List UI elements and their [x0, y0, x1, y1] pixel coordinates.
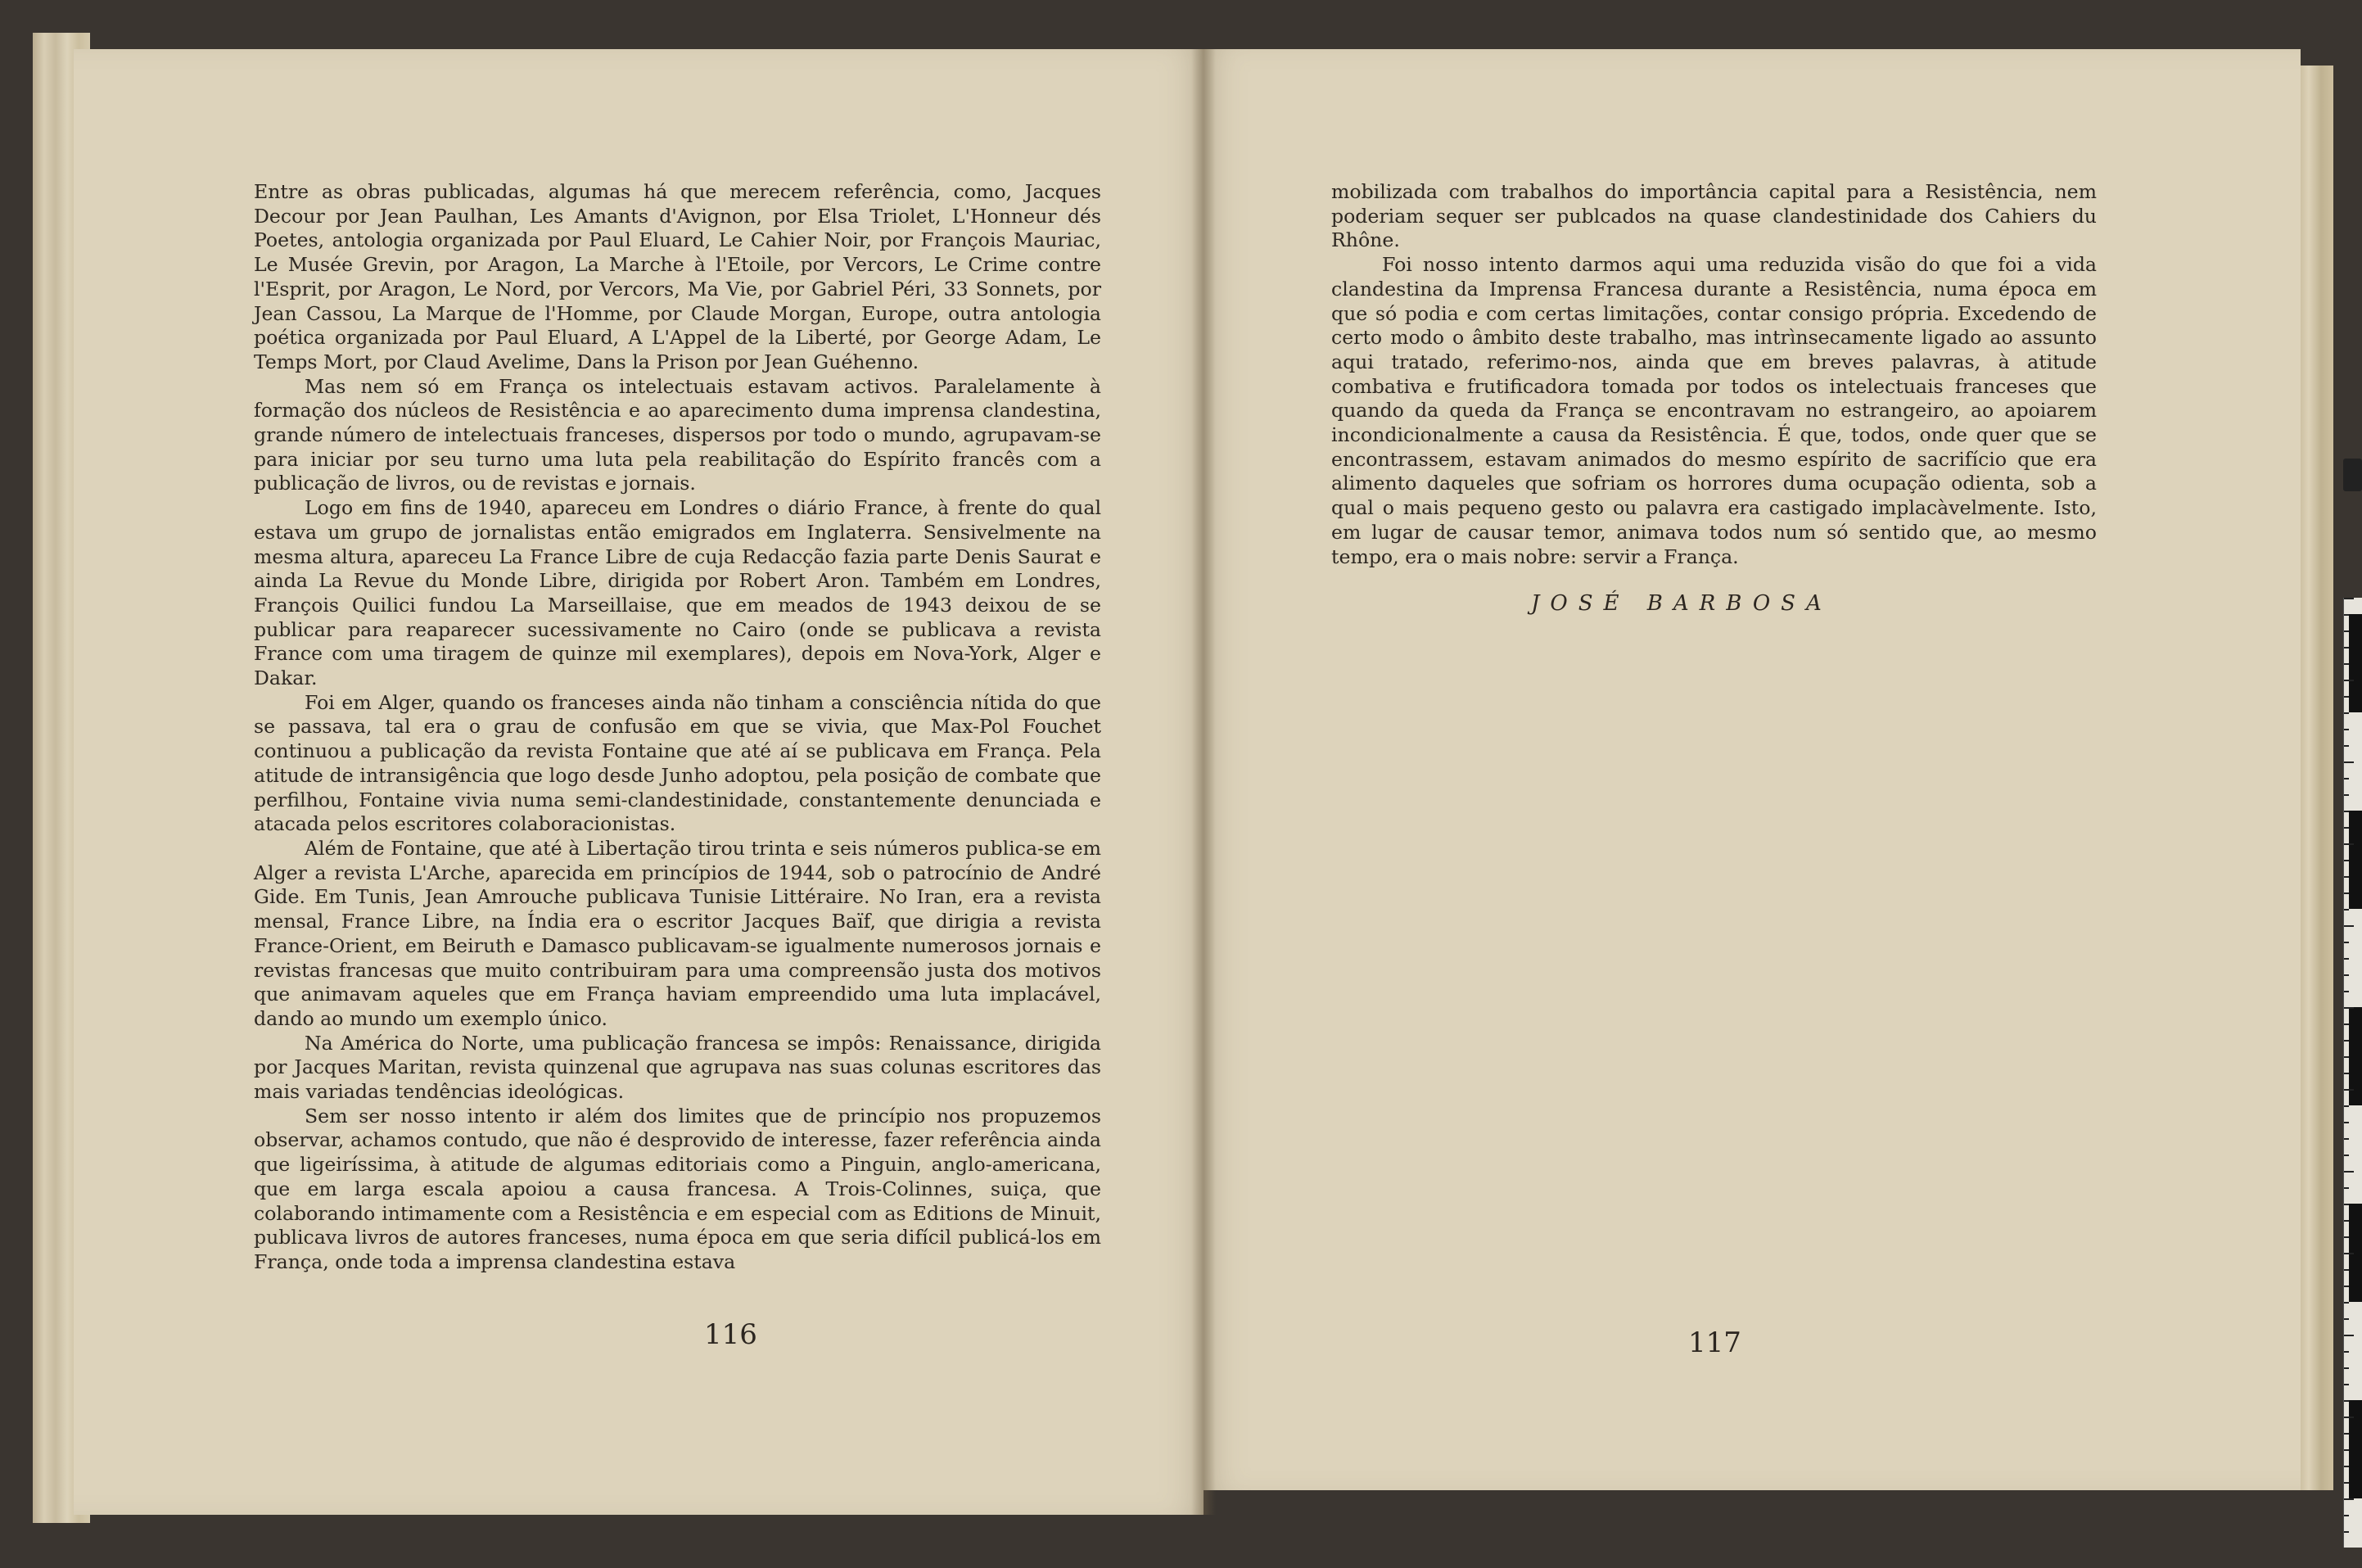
ruler-tick [2344, 1318, 2349, 1320]
ruler-tick [2344, 974, 2349, 976]
paragraph: mobilizada com trabalhos do importância capital para a Resistência, nem poderiam sequer ser publcados na quase clandestinidade dos Cahiers du Rhône. [1331, 180, 2097, 252]
ruler-tick [2344, 860, 2349, 861]
paragraph: Além de Fontaine, que até à Libertação tirou trinta e seis números publica-se em Alger a revista L'Arche, aparecida em princípios de 1944, sob o patrocínio de André Gide. Em Tunis, Jean Amrouche publicava Tunisie Littéraire. No Iran, era a revista mensal, France Libre, na Índia era o escritor Jacques Baïf, que dirigia a revista France-Orient, em Beiruth e Damasco publicavam-se igualmente numerosos jornais e revistas francesas que muito contribuiram para uma compreensão justa dos motivos que animavam aqueles que em França haviam empreendido uma luta implacável, dando ao mundo um exemplo único. [254, 836, 1101, 1030]
paragraph: Logo em fins de 1940, apareceu em Londres o diário France, à frente do qual estava um grupo de jornalistas então emigrados em Inglaterra. Sensivelmente na mesma altura, apareceu La France Libre de cuja Redacção fazia parte Denis Saurat e ainda La Revue du Monde Libre, dirigida por Robert Aron. Também em Londres, François Quilici fundou La Marseillaise, que em meados de 1943 deixou de se publicar para reaparecer sucessivamente no Cairo (onde se publicava a revista France com uma tiragem de quinze mil exemplares), depois em Nova-York, Alger e Dakar. [254, 496, 1101, 690]
ruler-tick [2344, 614, 2349, 616]
ruler-tick [2344, 1105, 2349, 1107]
ruler-tick [2344, 647, 2349, 648]
bookmark-tab [2343, 459, 2362, 491]
ruler-tick [2344, 1056, 2349, 1058]
ruler-tick [2344, 1040, 2349, 1042]
ruler-segment [2349, 811, 2362, 909]
ruler-tick [2344, 598, 2354, 599]
ruler-tick [2344, 1286, 2349, 1287]
ruler-tick [2344, 1531, 2349, 1533]
paragraph: Entre as obras publicadas, algumas há que merecem referência, como, Jacques Decour por Jean Paulhan, Les Amants d'Avignon, por Elsa Triolet, L'Honneur dés Poetes, antologia organizada por Paul Eluard, Le Cahier Noir, por François Mauriac, Le Musée Grevin, por Aragon, La Marche à l'Etoile, por Vercors, Le Crime contre l'Esprit, por Aragon, Le Nord, por Vercors, Ma Vie, por Gabriel Péri, 33 Sonnets, por Jean Cassou, La Marque de l'Homme, por Claude Morgan, Europe, outra antologia poética organizada por Paul Eluard, A L'Appel de la Liberté, por George Adam, Le Temps Mort, por Claud Avelime, Dans la Prison por Jean Guéhenno. [254, 180, 1101, 373]
ruler-tick [2344, 1171, 2354, 1173]
ruler-tick [2344, 729, 2349, 730]
paragraph: Na América do Norte, uma publicação francesa se impôs: Renaissance, dirigida por Jacques Maritan, revista quinzenal que agrupava nas suas colunas escritores das mais variadas tendências ideológicas. [254, 1031, 1101, 1104]
paragraph: Foi nosso intento darmos aqui uma reduzida visão do que foi a vida clandestina da Imprensa Francesa durante a Resistência, numa época em que só podia e com certas limitações, contar consigo própria. Excedendo de certo modo o âmbito deste trabalho, mas intrìnsecamente ligado ao assunto aqui tratado, referimo-nos, ainda que em breves palavras, à atitude combativa e frutificadora tomada por todos os intelectuais franceses que quando da queda da França se encontravam no estrangeiro, ao apoiarem incondicionalmente a causa da Resistência. É que, todos, onde quer que se encontrassem, estavam animados do mesmo espírito de sacrifício que era alimento daqueles que sofriam os horrores duma ocupação odienta, sob a qual o mais pequeno gesto ou palavra era castigado implacàvelmente. Isto, em lugar de causar temor, animava todos num só sentido que, ao mesmo tempo, era o mais nobre: servir a França. [1331, 253, 2097, 568]
ruler-tick [2344, 958, 2349, 960]
ruler-tick [2344, 761, 2354, 763]
paragraph: Foi em Alger, quando os franceses ainda não tinham a consciência nítida do que se passava, tal era o grau de confusão em que se vivia, que Max-Pol Fouchet continuou a publicação da revista Fontaine que até aí se publicava em França. Pela atitude de intransigência que logo desde Junho adoptou, pela posição de combate que perfilhou, Fontaine vivia numa semi-clandestinidade, constantemente denunciada e atacada pelos escritores colaboracionistas. [254, 690, 1101, 836]
scale-ruler [2343, 598, 2362, 1548]
ruler-tick [2344, 1269, 2349, 1271]
ruler-tick [2344, 1007, 2354, 1009]
ruler-tick [2344, 696, 2349, 698]
ruler-tick [2344, 1220, 2349, 1222]
ruler-tick [2344, 811, 2349, 812]
ruler-segment [2349, 614, 2362, 712]
right-page-text [1331, 180, 2097, 569]
page-number-right: 117 [1688, 1326, 1741, 1359]
ruler-tick [2344, 1073, 2349, 1074]
ruler-tick [2344, 1204, 2349, 1205]
left-page-text [254, 180, 1101, 1275]
ruler-tick [2344, 680, 2354, 681]
ruler-tick [2344, 843, 2354, 845]
ruler-tick [2344, 1498, 2354, 1500]
ruler-tick [2344, 876, 2349, 878]
ruler-tick [2344, 1417, 2354, 1418]
paragraph: Mas nem só em França os intelectuais estavam activos. Paralelamente à formação dos núcleos de Resistência e ao aparecimento duma imprensa clandestina, grande número de intelectuais franceses, dispersos por todo o mundo, agrupavam-se para iniciar por seu turno uma luta pela reabilitação do Espírito francês com a publicação de livros, ou de revistas e jornais. [254, 374, 1101, 495]
ruler-segment [2349, 1007, 2362, 1105]
ruler-tick [2344, 1089, 2354, 1091]
ruler-tick [2344, 794, 2349, 796]
ruler-tick [2344, 1023, 2349, 1025]
ruler-tick [2344, 1122, 2349, 1123]
ruler-tick [2344, 1400, 2349, 1402]
ruler-tick [2344, 1351, 2349, 1353]
ruler-tick [2344, 630, 2349, 632]
ruler-tick [2344, 712, 2349, 714]
ruler-tick [2344, 1384, 2349, 1385]
book-gutter [1191, 49, 1216, 1515]
ruler-tick [2344, 778, 2349, 779]
ruler-tick [2344, 991, 2349, 992]
ruler-tick [2344, 909, 2349, 911]
ruler-tick [2344, 1449, 2349, 1451]
ruler-tick [2344, 1155, 2349, 1156]
ruler-tick [2344, 925, 2354, 927]
ruler-tick [2344, 1433, 2349, 1435]
ruler-tick [2344, 827, 2349, 829]
ruler-segment [2349, 1400, 2362, 1498]
ruler-tick [2344, 1236, 2349, 1238]
ruler-tick [2344, 1253, 2354, 1254]
page-number-left: 116 [704, 1318, 757, 1351]
ruler-tick [2344, 745, 2349, 747]
ruler-tick [2344, 1187, 2349, 1189]
ruler-tick [2344, 892, 2349, 894]
author-signature: JOSÉ BARBOSA [1531, 591, 1832, 616]
ruler-tick [2344, 1302, 2349, 1304]
ruler-tick [2344, 942, 2349, 943]
ruler-tick [2344, 1466, 2349, 1467]
ruler-tick [2344, 1482, 2349, 1484]
paragraph: Sem ser nosso intento ir além dos limites que de princípio nos propuzemos observar, achamos contudo, que não é desprovido de interesse, fazer referência ainda que ligeiríssima, à atitude de algumas editoriais como a Pinguin, anglo-americana, que em larga escala apoiou a causa francesa. A Trois-Colinnes, suiça, que colaborando intimamente com a Resistência e em especial com as Editions de Minuit, publicava livros de autores franceses, numa época em que seria difícil publicá-los em França, onde toda a imprensa clandestina estava [254, 1104, 1101, 1273]
ruler-tick [2344, 1367, 2349, 1369]
ruler-tick [2344, 1515, 2349, 1516]
ruler-tick [2344, 1138, 2349, 1140]
ruler-tick [2344, 663, 2349, 665]
ruler-tick [2344, 1335, 2354, 1336]
